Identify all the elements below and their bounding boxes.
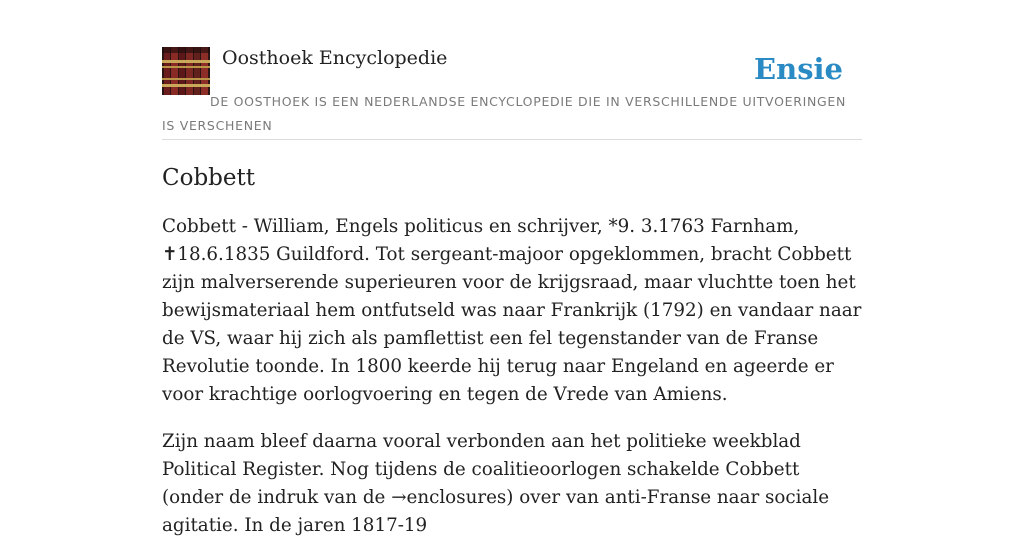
site-tagline: DE OOSTHOEK IS EEN NEDERLANDSE ENCYCLOPEDIE DIE IN VERSCHILLENDE UITVOERINGEN IS VERSCHENEN xyxy=(162,94,847,133)
enclosures-link[interactable]: →enclosures xyxy=(391,487,507,508)
page-title: Cobbett xyxy=(162,165,255,191)
paragraph-1: Cobbett - William, Engels politicus en schrijver, *9. 3.1763 Farnham, ✝18.6.1835 Guildford. Tot sergeant-majoor opgeklommen, bracht Cobbett zijn malverserende superieuren voor de krijgsraad, maar vluchtte toen het bewijsmateriaal hem ontfutseld was naar Frankrijk (1792) en vandaar naar de VS, waar hij zich als pamflettist een fel tegenstander van de Franse Revolutie toonde. In 1800 keerde hij terug naar Engeland en ageerde er voor krachtige oorlogvoering en tegen de Vrede van Amiens. xyxy=(162,216,862,405)
paragraph-2 xyxy=(162,428,862,540)
content-column xyxy=(162,0,862,559)
brand-logo[interactable]: Ensie xyxy=(754,52,843,86)
paragraph-2-text-end: ) over van anti-Franse naar sociale agitatie. In de jaren 1817-19 xyxy=(162,487,830,536)
site-name[interactable]: Oosthoek Encyclopedie xyxy=(222,47,448,69)
article-body xyxy=(162,213,862,540)
paragraph-2-text-start: Zijn naam bleef daarna vooral verbonden aan het politieke weekblad Political Register. Nog tijdens de coalitieoorlogen schakelde Cobbett (onder de indruk van de xyxy=(162,431,801,508)
site-header xyxy=(162,0,862,140)
encyclopedia-books-icon xyxy=(162,47,210,95)
avatar[interactable] xyxy=(162,47,210,95)
